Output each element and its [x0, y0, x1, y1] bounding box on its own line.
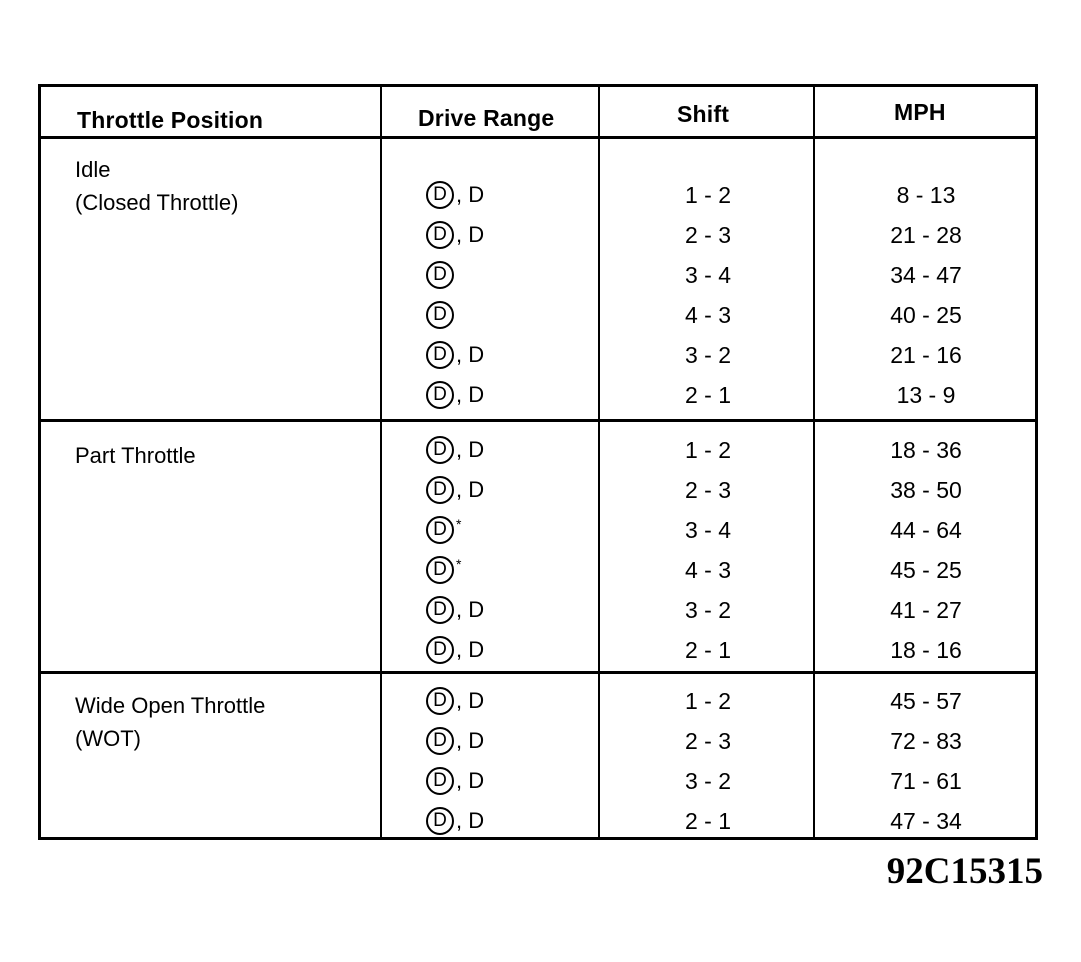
header-shift: Shift [677, 101, 730, 127]
shift-cell: 2 - 1 [684, 807, 732, 834]
mph-cell: 41 - 27 [890, 596, 962, 623]
header-mph: MPH [894, 99, 946, 125]
mph-cell: 38 - 50 [890, 476, 962, 503]
mph-cell: 47 - 34 [890, 807, 962, 834]
shift-speed-table [38, 84, 1038, 840]
shift-cell: 2 - 3 [684, 221, 732, 248]
mph-cell: 18 - 36 [890, 436, 962, 463]
drive-range-suffix: * [456, 516, 462, 532]
group-label-line: (WOT) [75, 726, 141, 751]
shift-cell: 3 - 2 [684, 767, 732, 794]
shift-cell: 1 - 2 [684, 181, 732, 208]
shift-cell: 1 - 2 [684, 436, 732, 463]
drive-range-suffix: , D [456, 597, 485, 622]
circled-d-icon: D [426, 341, 454, 369]
circled-d-icon: D [426, 476, 454, 504]
shift-cell: 3 - 2 [684, 341, 732, 368]
mph-cell: 34 - 47 [890, 261, 962, 288]
table-row [41, 430, 1035, 470]
group-divider [41, 419, 1035, 422]
table-row [41, 681, 1035, 721]
drive-range-suffix: * [456, 556, 462, 572]
group-label-line: Part Throttle [75, 443, 196, 468]
shift-cell: 4 - 3 [684, 301, 732, 328]
mph-cell: 45 - 57 [890, 687, 962, 714]
drive-range-cell [426, 681, 484, 721]
drive-range-cell [426, 801, 484, 841]
table-row [41, 335, 1035, 375]
shift-cell: 2 - 3 [684, 476, 732, 503]
shift-cell: 3 - 2 [684, 596, 732, 623]
header-divider [41, 136, 1035, 139]
drive-range-suffix: , D [456, 768, 485, 793]
group-label-line: (Closed Throttle) [75, 190, 239, 215]
shift-cell: 2 - 1 [684, 381, 732, 408]
circled-d-icon: D [426, 181, 454, 209]
group-label-line: Idle [75, 157, 111, 182]
drive-range-suffix: , D [456, 437, 485, 462]
group-label-line: Wide Open Throttle [75, 693, 266, 718]
table-row [41, 761, 1035, 801]
table-row [41, 255, 1035, 295]
circled-d-icon: D [426, 636, 454, 664]
circled-d-icon: D [426, 556, 454, 584]
table-row [41, 470, 1035, 510]
drive-range-cell [426, 430, 484, 470]
drive-range-cell [426, 590, 484, 630]
mph-cell: 45 - 25 [890, 556, 962, 583]
shift-cell: 2 - 1 [684, 636, 732, 663]
table-row [41, 510, 1035, 550]
drive-range-suffix: , D [456, 222, 485, 247]
circled-d-icon: D [426, 381, 454, 409]
circled-d-icon: D [426, 261, 454, 289]
table-row [41, 801, 1035, 841]
group-divider [41, 671, 1035, 674]
circled-d-icon: D [426, 767, 454, 795]
circled-d-icon: D [426, 807, 454, 835]
header-drive-range: Drive Range [418, 105, 555, 131]
drive-range-cell [426, 335, 484, 375]
drive-range-suffix: , D [456, 808, 485, 833]
drive-range-suffix: , D [456, 728, 485, 753]
table-row [41, 375, 1035, 415]
drive-range-cell [426, 550, 461, 590]
drive-range-cell [426, 295, 456, 335]
header-throttle-position: Throttle Position [77, 107, 264, 133]
table-row [41, 550, 1035, 590]
mph-cell: 18 - 16 [890, 636, 962, 663]
circled-d-icon: D [426, 596, 454, 624]
shift-cell: 1 - 2 [684, 687, 732, 714]
drive-range-cell [426, 215, 484, 255]
table-row [41, 175, 1035, 215]
drive-range-cell [426, 375, 484, 415]
mph-cell: 13 - 9 [896, 381, 956, 408]
mph-cell: 21 - 28 [890, 221, 962, 248]
drive-range-cell [426, 630, 484, 670]
drive-range-suffix: , D [456, 637, 485, 662]
circled-d-icon: D [426, 516, 454, 544]
circled-d-icon: D [426, 221, 454, 249]
circled-d-icon: D [426, 687, 454, 715]
drive-range-cell [426, 510, 461, 550]
drive-range-cell [426, 761, 484, 801]
shift-cell: 3 - 4 [684, 261, 732, 288]
mph-cell: 40 - 25 [890, 301, 962, 328]
figure-code: 92C15315 [886, 851, 1043, 892]
drive-range-suffix: , D [456, 342, 485, 367]
drive-range-suffix: , D [456, 182, 485, 207]
mph-cell: 21 - 16 [890, 341, 962, 368]
table-row [41, 721, 1035, 761]
mph-cell: 72 - 83 [890, 727, 962, 754]
shift-cell: 2 - 3 [684, 727, 732, 754]
shift-cell: 3 - 4 [684, 516, 732, 543]
drive-range-suffix: , D [456, 477, 485, 502]
drive-range-cell [426, 721, 484, 761]
table-row [41, 590, 1035, 630]
table-row [41, 630, 1035, 670]
circled-d-icon: D [426, 301, 454, 329]
drive-range-cell [426, 255, 456, 295]
circled-d-icon: D [426, 727, 454, 755]
drive-range-suffix: , D [456, 382, 485, 407]
mph-cell: 71 - 61 [890, 767, 962, 794]
drive-range-cell [426, 470, 484, 510]
table-row [41, 295, 1035, 335]
table-row [41, 215, 1035, 255]
mph-cell: 8 - 13 [896, 181, 956, 208]
circled-d-icon: D [426, 436, 454, 464]
mph-cell: 44 - 64 [890, 516, 962, 543]
drive-range-cell [426, 175, 484, 215]
drive-range-suffix: , D [456, 688, 485, 713]
shift-cell: 4 - 3 [684, 556, 732, 583]
